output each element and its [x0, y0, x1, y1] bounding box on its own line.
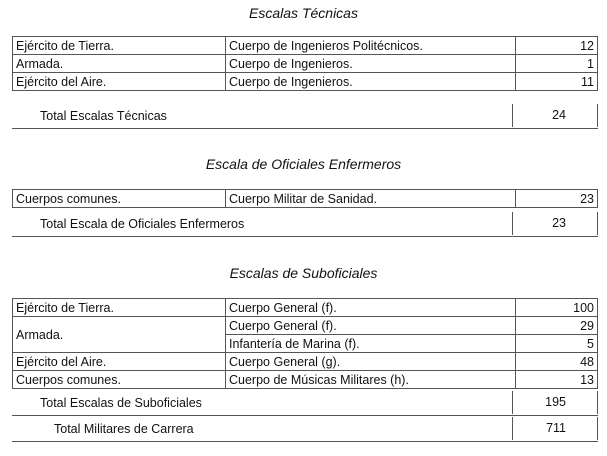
cell-value: 12 [516, 37, 598, 55]
total-label-wrapper [40, 216, 504, 232]
grand-total-row [12, 417, 598, 442]
cell-army: Ejército de Tierra. [13, 37, 226, 55]
cell-army: Armada. [13, 55, 226, 73]
table-row [13, 353, 598, 371]
cell-corps: Infantería de Marina (f). [226, 335, 516, 353]
grand-total-label-wrapper [54, 421, 504, 437]
total-label: Total Escalas de Suboficiales [40, 396, 202, 410]
cell-value: 1 [516, 55, 598, 73]
cell-army: Cuerpos comunes. [13, 190, 226, 208]
cell-value: 13 [516, 371, 598, 389]
table-suboficiales [12, 298, 598, 389]
table-row [13, 299, 598, 317]
cell-value: 100 [516, 299, 598, 317]
cell-value: 29 [516, 317, 598, 335]
grand-total-value: 711 [512, 417, 598, 440]
total-label-wrapper [40, 395, 504, 411]
cell-corps: Cuerpo de Ingenieros Politécnicos. [226, 37, 516, 55]
table-row [13, 317, 598, 335]
cell-corps: Cuerpo de Ingenieros. [226, 73, 516, 91]
total-row-oficiales-enfermeros [12, 212, 598, 237]
cell-value: 5 [516, 335, 598, 353]
table-row [13, 371, 598, 389]
table-oficiales-enfermeros [12, 189, 598, 208]
section-title-suboficiales: Escalas de Suboficiales [229, 265, 378, 281]
table-row [13, 55, 598, 73]
grand-total-label: Total Militares de Carrera [54, 422, 194, 436]
cell-corps: Cuerpo General (f). [226, 317, 516, 335]
cell-army: Ejército de Tierra. [13, 299, 226, 317]
cell-army: Ejército del Aire. [13, 353, 226, 371]
cell-value: 48 [516, 353, 598, 371]
cell-value: 11 [516, 73, 598, 91]
table-row [13, 190, 598, 208]
table-row [13, 37, 598, 55]
cell-corps: Cuerpo de Ingenieros. [226, 55, 516, 73]
cell-value: 23 [516, 190, 598, 208]
cell-corps: Cuerpo Militar de Sanidad. [226, 190, 516, 208]
total-row-escalas-tecnicas [12, 104, 598, 129]
table-escalas-tecnicas [12, 36, 598, 91]
section-title-escalas-tecnicas: Escalas Técnicas [249, 5, 358, 21]
cell-corps: Cuerpo General (f). [226, 299, 516, 317]
total-label: Total Escalas Técnicas [40, 109, 167, 123]
cell-corps: Cuerpo de Músicas Militares (h). [226, 371, 516, 389]
total-row-suboficiales [12, 391, 598, 416]
total-label-wrapper [40, 108, 504, 124]
total-value: 23 [512, 212, 598, 235]
total-value: 24 [512, 104, 598, 127]
total-label: Total Escala de Oficiales Enfermeros [40, 217, 245, 231]
cell-army: Armada. [13, 317, 226, 353]
cell-corps: Cuerpo General (g). [226, 353, 516, 371]
cell-army: Ejército del Aire. [13, 73, 226, 91]
total-value: 195 [512, 391, 598, 414]
cell-army: Cuerpos comunes. [13, 371, 226, 389]
section-title-oficiales-enfermeros: Escala de Oficiales Enfermeros [205, 156, 402, 172]
table-row [13, 73, 598, 91]
